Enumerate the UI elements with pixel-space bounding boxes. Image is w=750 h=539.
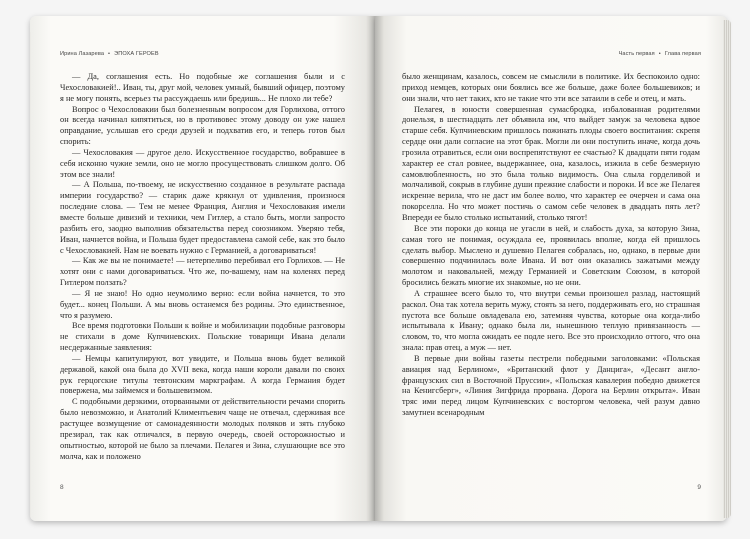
paragraph: Вопрос о Чехословакии был болезненным вопросом для Горлихова, оттого он всегда начинал кипятиться, но в противовес этому доводу он уже нашел оправдание, услышав его среди друзей и подхватив его, и теперь готов был спорить: <box>60 104 345 147</box>
page-number-left: 8 <box>60 484 64 491</box>
part-title: Часть первая <box>618 51 655 57</box>
open-book <box>30 6 730 528</box>
page-number-right: 9 <box>697 484 701 491</box>
paragraph: — Как же вы не понимаете! — нетерпеливо перебивал его Горлихов. — Не хотят они с нами договариваться. Что же, по-вашему, нам на коленях перед Гитлером ползать? <box>60 256 345 288</box>
chapter-title: Глава первая <box>664 51 701 57</box>
running-head-separator: • <box>658 51 661 57</box>
paragraph: С подобными дерзкими, оторванными от действительности речами спорить было невозможно, и Анатолий Климентьевич чаще не отвечал, сдерживая все растущее возмущение от самонадеянности молодых поляков и зять глубоко презирал, так как отличался, в первую очередь, своей осторожностью и опытностью, которой не было за плечами. Пелагея и Зина, слушающие все это молча, как и положено <box>60 397 345 461</box>
series-title: ЭПОХА ГЕРОЕВ <box>114 51 159 57</box>
running-head-right <box>619 51 701 57</box>
page-edge-right <box>723 20 731 518</box>
paragraph: В первые дни войны газеты пестрели победными заголовками: «Польская авиация над Берлином», «Британский флот у Данцига», «Десант англо-французских сил в Восточной Пруссии», «Польская кавалерия победно движется на Кенигсберг», «Линия Зигфрида прорвана. Дорога на Берлин открыта». Иван тряс ими перед лицом Купчиневских с восторгом человека, чей разум давно замутнен всенародным <box>402 353 700 418</box>
paragraph: Все время подготовки Польши к войне и мобилизации подобные разговоры не стихали в доме Купчиневских. Польские товарищи Ивана делали несдержанные заявления: <box>60 321 345 353</box>
running-head-separator: • <box>108 51 111 57</box>
paragraph: Пелагея, в юности совершенная сумасбродка, избалованная родителями донельзя, в шестнадцать лет объявила им, что выйдет замуж за человека вдвое старше себя. Купчиневским пришлось пожинать плоды своего воспитания: скрепя сердце они дали согласие на этот брак. Могли ли они поступить иначе, когда дочь грозила отравиться, если они воспрепятствуют ее счастью? К двадцати пяти годам характер ее стал ровнее, выдержаннее, она, казалось, изжила в себе безмерную самовлюбленность, но это была только видимость. Она слыла горделивой и молчаливой, сокрыв в глубине души прежние слабости и пороки. И все же Пелагея искренне верила, что не даст им более волю, что характер ее очерчен и сама она покорселла. Но что может постичь о самом себе человек в двадцать пять лет? Впереди ее было столько испытаний, столько тягот! <box>402 104 700 222</box>
running-head-left <box>60 51 159 57</box>
paragraph: — Я не знаю! Но одно неумолимо верно: если война начнется, то это будет... конец Польши. А мы вновь останемся без родины. Это единственное, что я разумею. <box>60 288 345 320</box>
paragraph: Все эти пороки до конца не угасли в ней, и слабость духа, за которую Зина, самая того не понимая, осуждала ее, проявилась вполне, когда ей пришлось сделать выбор. Мыслено и душевно Пелагея собралась, но, однако, в первые дни совершенно подчинилась воле Ивана. И вот они оказались зажатыми между молотом и наковальней, между Германией и Советским Союзом, в которой бросились бежать многие их знакомые, но не они. <box>402 223 700 288</box>
left-page-text <box>60 72 345 462</box>
paragraph: — Немцы капитулируют, вот увидите, и Польша вновь будет великой державой, какой она была до XVII века, когда наши короли давали по своих рук герцогские титулы тевтонским маркграфам. А когда Германия будет повержена, мы займемся и большевизмом. <box>60 353 345 396</box>
author-name: Ирина Лазарева <box>60 51 105 57</box>
right-page <box>375 16 727 521</box>
paragraph: — Да, соглашения есть. Но подобные же соглашения были и с Чехословакией!.. Иван, ты, друг мой, человек умный, бывший офицер, поэтому я не могу понять, всерьез ты рассуждаешь или бредишь... Не плохо ли тебе? <box>60 72 345 103</box>
paragraph: было женщинам, казалось, совсем не смыслили в политике. Их беспокоило одно: приход немцев, которых они боялись все же больше, даже более большевиков; и они знали, что нет таких, кто не такие что эти все затаили в себе и отец, и мать. <box>402 72 700 103</box>
paragraph: А страшнее всего было то, что внутри семьи произошел разлад, настоящий раскол. Она так хотела верить мужу, стоять за него, поддерживать его, но страшная пустота все больше овладевала ею, затемняя чувства, которые она когда-либо испытывала к Ивану; однако была ли, нынешнюю теплую привязанность — словом, то, что могла ожидать ее подле него. Все это происходило оттого, что она знала: прав отец, а муж — нет. <box>402 288 700 353</box>
paragraph: — А Польша, по-твоему, не искусственно созданное в результате распада империи государство? — старик даже крякнул от удивления, произнося последние слова. — Тем не менее Франция, Англия и Чехословакия имели вместе больше дивизий и техники, чем Гитлер, а стало быть, могли запросто разбить его, заодно выполнив обязательства перед союзником. Уверяю тебя, Иван, начнется война, и Польша будет предоставлена самой себе, как это было с Чехословакией. Нам не воевать нужно с Германией, а договариваться! <box>60 180 345 255</box>
right-page-text <box>402 72 700 419</box>
page-edge-left <box>30 32 31 521</box>
paragraph: — Чехословакия — другое дело. Искусственное государство, вобравшее в себя исконно чужие земли, оно не могло просуществовать слишком долго. Об этом все знали! <box>60 147 345 179</box>
left-page <box>30 16 375 521</box>
